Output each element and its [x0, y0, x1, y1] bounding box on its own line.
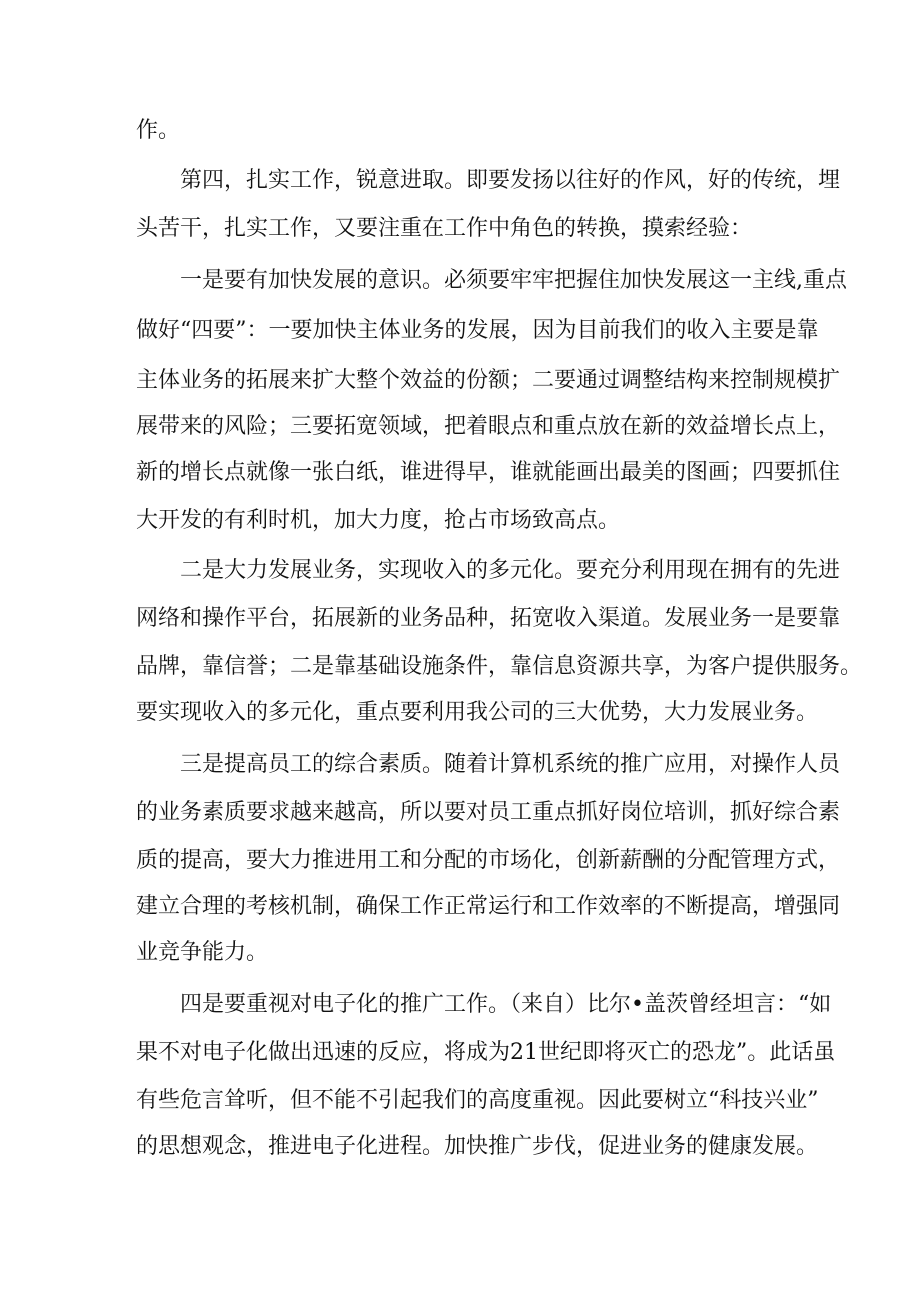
text-line: 网络和操作平台，拓展新的业务品种，拓宽收入渠道。发展业务一是要靠 — [136, 606, 841, 631]
text-line: 建立合理的考核机制，确保工作正常运行和工作效率的不断提高，增强同 — [136, 894, 841, 919]
text-line: 果不对电子化做出迅速的反应，将成为21世纪即将灭亡的恐龙”。此话虽 — [136, 1040, 836, 1065]
text-line: 二是大力发展业务，实现收入的多元化。要充分利用现在拥有的先进 — [180, 558, 841, 583]
text-line: 有些危言耸听，但不能不引起我们的高度重视。因此要树立“科技兴业” — [136, 1088, 819, 1113]
text-line: 展带来的风险；三要拓宽领域，把着眼点和重点放在新的效益增长点上， — [136, 414, 841, 439]
text-line: 第四，扎实工作，锐意进取。即要发扬以往好的作风，好的传统，埋 — [180, 168, 841, 193]
text-line: 头苦干，扎实工作，又要注重在工作中角色的转换，摸索经验： — [136, 216, 753, 241]
text-line: 的业务素质要求越来越高，所以要对员工重点抓好岗位培训，抓好综合素 — [136, 800, 841, 825]
text-line: 作。 — [136, 118, 181, 143]
text-line: 一是要有加快发展的意识。必须要牢牢把握住加快发展这一主线,重点 — [180, 268, 847, 293]
text-line: 做好“四要”：一要加快主体业务的发展，因为目前我们的收入主要是靠 — [136, 318, 819, 343]
text-line: 的思想观念，推进电子化进程。加快推广步伐，促进业务的健康发展。 — [136, 1134, 819, 1159]
text-line: 主体业务的拓展来扩大整个效益的份额；二要通过调整结构来控制规模扩 — [136, 368, 841, 393]
text-line: 品牌，靠信誉；二是靠基础设施条件，靠信息资源共享，为客户提供服务。 — [136, 654, 863, 679]
text-line: 业竞争能力。 — [136, 940, 269, 965]
text-line: 大开发的有利时机，加大力度，抢占市场致高点。 — [136, 508, 621, 533]
text-line: 质的提高，要大力推进用工和分配的市场化，创新薪酬的分配管理方式， — [136, 848, 841, 873]
text-line: 四是要重视对电子化的推广工作。（来自）比尔•盖茨曾经坦言：“如 — [180, 992, 832, 1017]
text-line: 三是提高员工的综合素质。随着计算机系统的推广应用，对操作人员 — [180, 752, 841, 777]
text-line: 新的增长点就像一张白纸，谁进得早，谁就能画出最美的图画；四要抓住 — [136, 460, 841, 485]
text-line: 要实现收入的多元化，重点要利用我公司的三大优势，大力发展业务。 — [136, 700, 819, 725]
